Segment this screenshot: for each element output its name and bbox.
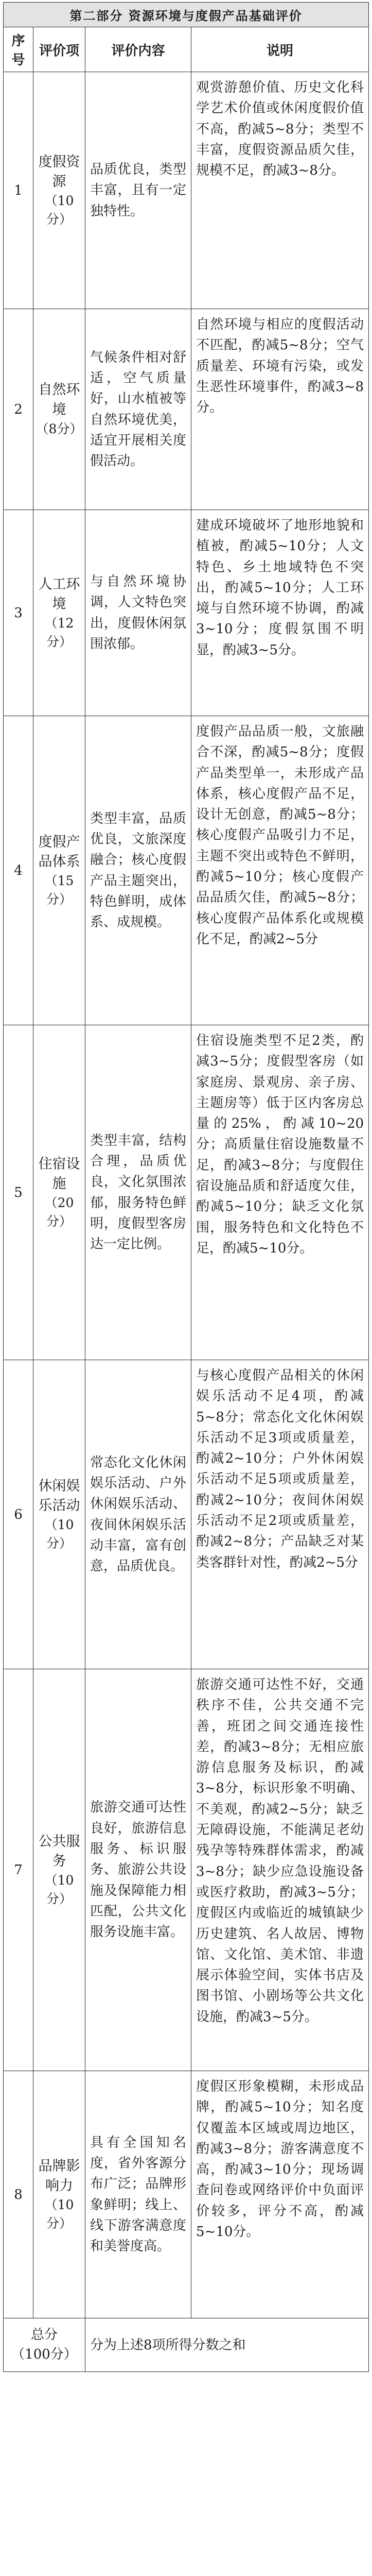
- row-content: 气候条件相对舒适，空气质量好，山水植被等自然环境优美，适宜开展相关度假活动。: [85, 309, 191, 510]
- item-label: 度假产品体系: [38, 834, 80, 870]
- row-content: 常态化文化休闲娱乐活动、户外休闲娱乐活动、夜间休闲娱乐活动丰富，富有创意，品质优良。: [85, 1360, 191, 1669]
- item-label: 品牌影响力: [38, 2158, 80, 2194]
- item-label: 度假资源: [38, 154, 80, 190]
- row-item: [33, 716, 85, 1025]
- row-content: 品质优良，类型丰富，且有一定独特性。: [85, 72, 191, 309]
- row-content: 类型丰富，结构合理，品质优良，文化氛围浓郁，服务特色鲜明，度假型客房达一定比例。: [85, 1025, 191, 1360]
- row-item: [33, 1360, 85, 1669]
- row-number: 5: [4, 1025, 33, 1360]
- item-score: （10分）: [44, 193, 74, 227]
- row-number: 1: [4, 72, 33, 309]
- item-score: （15分）: [44, 873, 74, 907]
- header-desc: 说明: [191, 27, 369, 72]
- row-description: 旅游交通可达性不好，交通秩序不佳，公共交通不完善，班团之间交通连接性差，酌减3~8分；无相应旅游信息服务及标识，酌减3~8分，标识形象不明确、不美观，酌减2~5分；缺乏无障碍设施，不能满足老幼残孕等特殊群体需求，酌减3~8分；缺少应急设施设备或医疗救助，酌减3~5分；度假区内或临近的城镇缺少历史建筑、名人故居、博物馆、文化馆、美术馆、非遗展示体验空间，实体书店及图书馆、小剧场等公共文化设施，酌减3~5分。: [191, 1669, 369, 2071]
- table-row: [4, 309, 369, 510]
- table-row: [4, 72, 369, 309]
- item-score: （10分）: [44, 1873, 74, 1906]
- table-row: [4, 1669, 369, 2071]
- row-description: 观赏游憩价值、历史文化科学艺术价值或休闲度假价值不高，酌减5~8分；类型不丰富，度假资源品质欠佳，规模不足，酌减3~8分。: [191, 72, 369, 309]
- row-item: [33, 510, 85, 716]
- table-row: [4, 2071, 369, 2318]
- row-item: [33, 1669, 85, 2071]
- item-score: （10分）: [44, 2197, 74, 2231]
- table-title: 第二部分 资源环境与度假产品基础评价: [4, 3, 369, 27]
- row-number: 3: [4, 510, 33, 716]
- total-title: 总分: [30, 2327, 58, 2343]
- table-row: [4, 716, 369, 1025]
- row-item: [33, 309, 85, 510]
- item-label: 自然环境: [38, 382, 80, 418]
- row-content: 旅游交通可达性良好，旅游信息服务、标识服务、旅游公共设施及保障能力相匹配，公共文化服务设施丰富。: [85, 1669, 191, 2071]
- row-description: 度假区形象模糊，未形成品牌，酌减5~10分；知名度仅覆盖本区域或周边地区，酌减3~8分；游客满意度不高，酌减3~10分；现场调查问卷或网络评价中负面评价较多，评分不高，酌减5~10分。: [191, 2071, 369, 2318]
- table-body: [4, 72, 369, 2372]
- row-content: 具有全国知名度，省外客源分布广泛；品牌形象鲜明；线上、线下游客满意度和美誉度高。: [85, 2071, 191, 2318]
- row-content: 与自然环境协调，人文特色突出，度假休闲氛围浓郁。: [85, 510, 191, 716]
- row-item: [33, 72, 85, 309]
- row-number: 4: [4, 716, 33, 1025]
- item-label: 公共服务: [38, 1833, 80, 1869]
- table-row: [4, 1360, 369, 1669]
- row-description: 自然环境与相应的度假活动不匹配，酌减5~8分；空气质量差、环境有污染，或发生恶性环境事件，酌减3~8分。: [191, 309, 369, 510]
- row-description: 建成环境破坏了地形地貌和植被，酌减5~10分；人文特色、乡土地域特色不突出，酌减5~10分；人工环境与自然环境不协调，酌减3~10分；度假氛围不明显，酌减3~5分。: [191, 510, 369, 716]
- header-item: 评价项: [33, 27, 85, 72]
- item-score: （10分）: [44, 1517, 74, 1551]
- total-label: [4, 2318, 85, 2372]
- evaluation-table: [3, 2, 369, 2372]
- row-number: 6: [4, 1360, 33, 1669]
- item-score: （12分）: [44, 616, 74, 649]
- total-score: （100分）: [11, 2346, 77, 2362]
- table-footer-row: [4, 2318, 369, 2372]
- item-score: （8分）: [36, 421, 83, 437]
- header-no: 序号: [4, 27, 33, 72]
- row-description: 度假产品品质一般，文旅融合不深，酌减5~8分；度假产品类型单一，未形成产品体系，核心度假产品不足，设计无创意，酌减5~8分；核心度假产品吸引力不足，主题不突出或特色不鲜明，酌减5~10分；核心度假产品品质欠佳，酌减5~8分；核心度假产品体系化或规模化不足，酌减2~5分: [191, 716, 369, 1025]
- table-header-row: [4, 27, 369, 72]
- header-content: 评价内容: [85, 27, 191, 72]
- item-label: 住宿设施: [38, 1156, 80, 1192]
- item-label: 人工环境: [38, 576, 80, 612]
- row-number: 7: [4, 1669, 33, 2071]
- item-label: 休闲娱乐活动: [38, 1478, 80, 1514]
- row-description: 与核心度假产品相关的休闲娱乐活动不足4项，酌减5~8分；常态化文化休闲娱乐活动不足3项或质量差，酌减2~10分；户外休闲娱乐活动不足5项或质量差，酌减2~10分；夜间休闲娱乐活动不足2项或质量差，酌减2~8分；产品缺乏对某类客群针对性，酌减2~5分: [191, 1360, 369, 1669]
- row-item: [33, 2071, 85, 2318]
- row-number: 8: [4, 2071, 33, 2318]
- row-item: [33, 1025, 85, 1360]
- table-row: [4, 1025, 369, 1360]
- table-title-row: [4, 3, 369, 27]
- table-row: [4, 510, 369, 716]
- item-score: （20分）: [44, 1195, 74, 1229]
- row-description: 住宿设施类型不足2类，酌减3~5分；度假型客房（如家庭房、景观房、亲子房、主题房等）低于区内客房总量的25%，酌减10~20分；高质量住宿设施数量不足，酌减3~8分；与度假住宿设施品质和舒适度欠佳，酌减5~10分；缺乏文化氛围，服务特色和文化特色不足，酌减5~10分。: [191, 1025, 369, 1360]
- row-content: 类型丰富，品质优良，文旅深度融合；核心度假产品主题突出，特色鲜明，成体系、成规模。: [85, 716, 191, 1025]
- row-number: 2: [4, 309, 33, 510]
- total-description: 分为上述8项所得分数之和: [85, 2318, 369, 2372]
- evaluation-document: [3, 2, 368, 2372]
